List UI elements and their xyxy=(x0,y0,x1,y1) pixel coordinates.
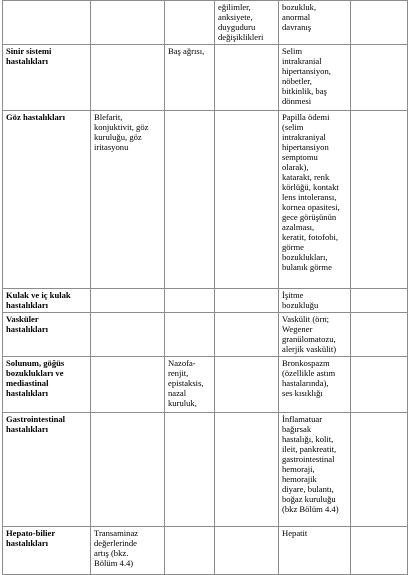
rare-cell xyxy=(215,413,279,527)
common-cell xyxy=(91,357,165,413)
table-row xyxy=(3,413,408,527)
rare-cell xyxy=(215,45,279,111)
common-cell: Blefarit, konjuktivit, göz kuruluğu, göz iritasyonu xyxy=(91,111,165,289)
rare-cell: eğilimler, anksiyete, duyguduru değişiklikleri xyxy=(215,1,279,45)
table-row xyxy=(3,45,408,111)
organ-class-cell: Solunum, göğüs bozuklukları ve mediastinal hastalıkları xyxy=(3,357,91,413)
uncommon-cell xyxy=(165,1,215,45)
organ-class-cell: Kulak ve iç kulak hastalıkları xyxy=(3,289,91,313)
very-rare-cell: Hepatit xyxy=(279,527,351,575)
very-rare-cell: Vaskülit (örn; Wegener granülomatozu, alerjik vaskülit) xyxy=(279,313,351,357)
unknown-cell xyxy=(351,289,408,313)
organ-class-cell: Hepato-bilier hastalıkları xyxy=(3,527,91,575)
organ-class-cell: Göz hastalıkları xyxy=(3,111,91,289)
common-cell xyxy=(91,313,165,357)
organ-class-cell: Gastrointestinal hastalıkları xyxy=(3,413,91,527)
unknown-cell xyxy=(351,357,408,413)
organ-class-cell: Vasküler hastalıkları xyxy=(3,313,91,357)
common-cell xyxy=(91,289,165,313)
unknown-cell xyxy=(351,45,408,111)
unknown-cell xyxy=(351,413,408,527)
organ-class-cell: Sinir sistemi hastalıkları xyxy=(3,45,91,111)
common-cell xyxy=(91,45,165,111)
rare-cell xyxy=(215,111,279,289)
very-rare-cell: İşitme bozukluğu xyxy=(279,289,351,313)
very-rare-cell: Selim intrakranial hipertansiyon, nöbetler, bitkinlik, baş dönmesi xyxy=(279,45,351,111)
very-rare-cell: Bronkospazm (özellikle astım hastalarında), ses kısıklığı xyxy=(279,357,351,413)
unknown-cell xyxy=(351,313,408,357)
rare-cell xyxy=(215,357,279,413)
common-cell xyxy=(91,413,165,527)
unknown-cell xyxy=(351,111,408,289)
rare-cell xyxy=(215,289,279,313)
unknown-cell xyxy=(351,1,408,45)
very-rare-cell: İnflamatuar bağırsak hastalığı, kolit, ileit, pankreatit, gastrointestinal hemoraji, hemorajik diyare, bulantı, boğaz kuruluğu (bkz Bölüm 4.4) xyxy=(279,413,351,527)
very-rare-cell: Papilla ödemi (selim intrakraniyal hipertansiyon semptomu olarak), katarakt, renk körlüğü, kontakt lens intoleransı, kornea opasitesi, gece görüşünün azalması, keratit, fotofobi, görme bozuklukları, bulanık görme xyxy=(279,111,351,289)
common-cell: Transaminaz değerlerinde artış (bkz. Bölüm 4.4) xyxy=(91,527,165,575)
uncommon-cell: Baş ağrısı, xyxy=(165,45,215,111)
table-row xyxy=(3,313,408,357)
very-rare-cell: bozukluk, anormal davranış xyxy=(279,1,351,45)
table-row xyxy=(3,357,408,413)
rare-cell xyxy=(215,527,279,575)
uncommon-cell xyxy=(165,313,215,357)
uncommon-cell xyxy=(165,413,215,527)
rare-cell xyxy=(215,313,279,357)
uncommon-cell xyxy=(165,527,215,575)
table-row xyxy=(3,289,408,313)
adverse-effects-table xyxy=(2,0,408,575)
table-row xyxy=(3,1,408,45)
organ-class-cell xyxy=(3,1,91,45)
uncommon-cell xyxy=(165,289,215,313)
uncommon-cell xyxy=(165,111,215,289)
table-row xyxy=(3,527,408,575)
table-row xyxy=(3,111,408,289)
uncommon-cell: Nazofa- renjit, epistaksis, nazal kuruluk, xyxy=(165,357,215,413)
common-cell xyxy=(91,1,165,45)
unknown-cell xyxy=(351,527,408,575)
